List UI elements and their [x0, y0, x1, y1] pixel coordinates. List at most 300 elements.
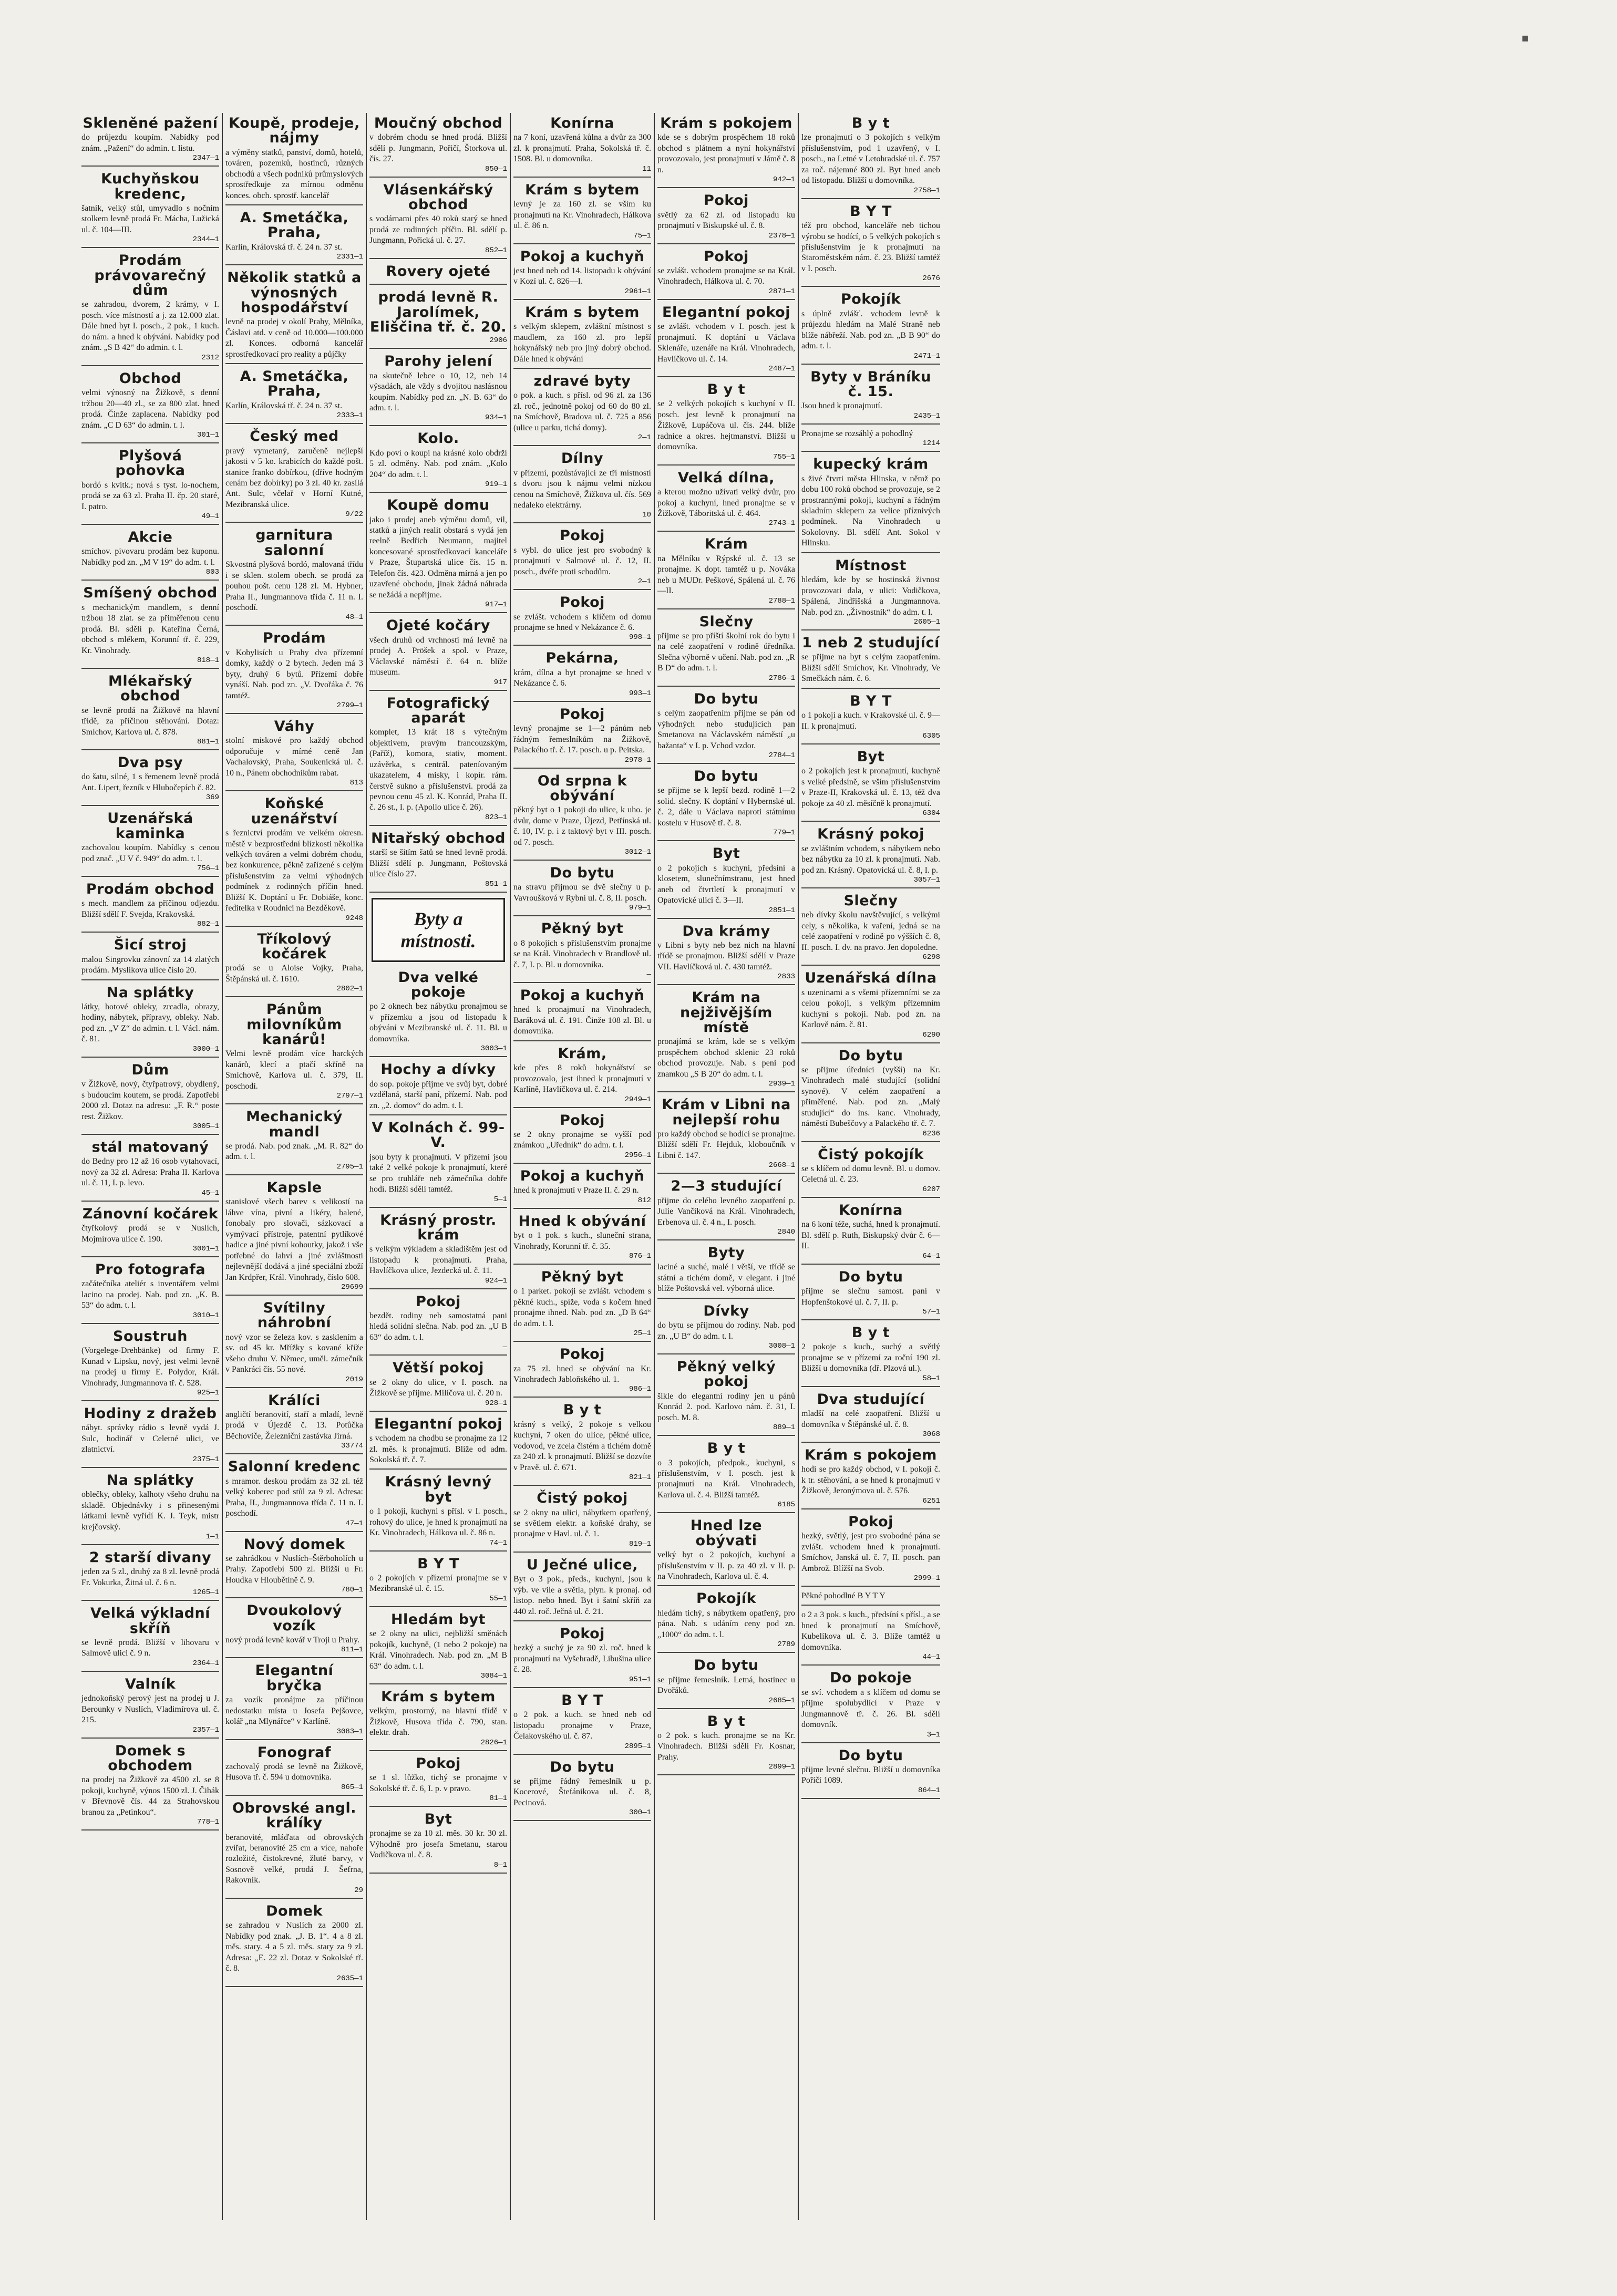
ad-body: se přijme na byt s celým zaopatřením. Blížší sdělí Smíchov, Kr. Vinohrady, Ve Smečkách nám. č. 6. [801, 653, 940, 684]
ad-code: 852—1 [485, 246, 507, 255]
ad-code: 3068 [922, 1430, 940, 1439]
ad-title: Kuchyňskou kredenc, [101, 171, 200, 202]
classified-ad [225, 793, 363, 926]
ad-body: malou Singrovku zánovní za 14 zlatých prodám. Myslíkova ulice číslo 20. [81, 955, 219, 975]
classified-ad [801, 1322, 940, 1387]
ad-code: 2019 [345, 1375, 363, 1384]
ad-code: 942—1 [773, 175, 795, 184]
ad-body: levný pronajme se 1—2 pánům neb řádným řemeslníkům na Žižkově, Palackého tř. č. 17. posch. u p. Peitska. [513, 724, 651, 755]
ad-code: 3012—1 [624, 848, 651, 857]
ad-title: Pokoj [560, 594, 605, 611]
ad-code: 6290 [922, 1030, 940, 1039]
ad-code: 882—1 [197, 920, 219, 929]
ad-title: Prodám obchod [86, 881, 215, 898]
ad-body: pronajme se za 10 zl. měs. 30 kr. 30 zl. Výhodně pro josefa Smetanu, starou Vodičkova ul. č. 8. [369, 1829, 507, 1860]
ad-body: se zvlášt. vchodem v I. posch. jest k pronajmutí. K doptání u Václava Sklenáře, uzenáře na Král. Vinohradech, Havlíčkovo ul. č. 14. [657, 322, 795, 364]
ad-body: na skutečně lebce o 10, 12, neb 14 výsadách, ale vždy s dvojitou naslásnou koupím. Nabídky pod zn. „N. B. 63“ do adm. t. l. [369, 371, 507, 412]
ad-title: Do bytu [694, 768, 759, 785]
ad-title: Soustruh [113, 1328, 188, 1344]
ad-code: 55—1 [489, 1594, 507, 1603]
ad-body: krásný s velký, 2 pokoje s velkou kuchyní, 7 oken do ulice, pěkné ulice, vodovod, ve zcela čistém a tichém domě za 240 zl. k pronajmutí. Bližší se dozvíte v Pravě. ul. č. 671. [513, 1420, 651, 1472]
classified-ad [801, 1200, 940, 1265]
classified-ad [81, 113, 219, 167]
classified-ad [513, 704, 651, 769]
ad-body: pronajímá se krám, kde se s velkým prospěchem obchod sklenic 23 roků obchod provozuje. Nab. s peni pod znamkou „S B 20“ do adm. t. l. [657, 1037, 795, 1079]
ad-body: Jsou hned k pronajmutí. [801, 401, 882, 411]
ad-code: 25—1 [633, 1329, 651, 1338]
classified-ad [513, 1043, 651, 1108]
ad-code: 2871—1 [768, 287, 795, 296]
classified-ad [369, 828, 507, 893]
classified-ad [657, 534, 795, 609]
ad-title: Salonní kredenc [228, 1459, 361, 1475]
ad-title: Svítilny náhrobní [257, 1300, 332, 1331]
classified-ad [801, 747, 940, 822]
classified-ad [513, 1623, 651, 1688]
ad-code: 819—1 [629, 1539, 651, 1548]
ad-body: krám, dílna a byt pronajme se hned v Nekázance č. 6. [513, 668, 651, 688]
ad-body: hezký a suchý je za 90 zl. roč. hned k pronajmutí na Vyšehradě, Libušina ulice č. 28. [513, 1643, 651, 1674]
ad-code: 6185 [777, 1501, 795, 1509]
ad-code: 2331—1 [336, 253, 363, 262]
ad-title: Čistý pokojík [818, 1146, 924, 1163]
classified-ad [657, 1301, 795, 1354]
ad-code: 2605—1 [913, 618, 940, 627]
ad-title: U Ječné ulice, [527, 1556, 638, 1573]
ad-body: látky, hotové obleky, zrcadla, obrazy, hodiny, nábytek, přípravy, obleky. Nab. pod zn. „V Z“ do admin. t. l. Václ. nám. č. 81. [81, 1002, 219, 1044]
ad-title: A. Smetáčka, Praha, [240, 210, 349, 241]
ad-title: Na splátky [106, 984, 194, 1001]
ad-title: B Y T [417, 1555, 459, 1572]
ad-title: Pokoj [416, 1755, 461, 1772]
ad-body: Karlín, Královská tř. č. 24 n. 37 st. [225, 401, 343, 410]
ad-title: Mechanický mandl [246, 1109, 343, 1140]
ad-body: pravý vymetaný, zaručeně nejlepší jakosti v 5 ko. krabicích do každé pošt. stanice franko dobírkou, (dříve hodným cenám bez dobírky) po 3 zl. 40 kr. zasílá Ant. Sulc, včelař v Horní Kutné, Mezibranská ulice. [225, 446, 363, 509]
ad-title: Králíci [268, 1392, 321, 1409]
classified-ad [513, 1267, 651, 1342]
ad-code: 29 [354, 1886, 363, 1895]
ad-title: Plyšová pohovka [115, 447, 186, 479]
ad-code: 780—1 [341, 1586, 363, 1595]
ad-title: B Y T [850, 692, 892, 709]
ad-body: 2 pokoje s kuch., suchý a světlý pronajme se v přízemí za roční 190 zl. Bližší u domovníka (dř. Plzová ul.). [801, 1342, 940, 1373]
ad-body: do bytu se přijmou do rodiny. Nab. pod zn. „U B“ do adm. t. l. [657, 1321, 795, 1341]
ad-code: 2789 [777, 1640, 795, 1649]
ad-title: Krásný pokoj [817, 826, 924, 843]
ad-body: Velmi levně prodám více harckých kanárů, klecí a ptačí skříně na Smíchově, Karlova ul. č. 379, II. poschodí. [225, 1049, 363, 1091]
classified-ad [369, 287, 507, 349]
ad-body: jednokoňský perový jest na prodej u J. Berounky v Nuslích, Vladimírova ul. č. 215. [81, 1694, 219, 1725]
ad-title: Šicí stroj [114, 937, 187, 954]
ad-code: 812 [637, 1196, 651, 1205]
ad-body: do průjezdu koupím. Nabídky pod znám. „Pažení“ do admin. t. listu. [81, 133, 219, 153]
ad-code: 2795—1 [336, 1162, 363, 1171]
ad-body: nábyt. správky rádio s levně vydá J. Sulc, hodinář v Celetné ulici, ve zlatnictví. [81, 1423, 219, 1454]
classified-ad [657, 612, 795, 687]
ad-body: šikle do elegantní rodiny jen u pánů Konrád 2. pod. Karlovo nám. č. 31, I. posch. M. 8. [657, 1391, 795, 1422]
classified-ad [657, 1515, 795, 1586]
ad-body: se levně prodá. Bližší v lihovaru v Salmově ulici č. 9 n. [81, 1638, 219, 1658]
ad-body: o pok. a kuch. s přísl. od 96 zl. za 136 zl. roč., jednotně pokoj od 60 do 80 zl. na Smíchově, Bradova ul. č. 725 a 856 (ulice u parku, tichá domy). [513, 391, 651, 432]
classified-ad [801, 1389, 940, 1443]
ad-title: B y t [707, 381, 746, 398]
classified-ad [657, 379, 795, 466]
ad-title: Pokojík [696, 1590, 757, 1607]
classified-ad [801, 427, 940, 452]
ad-title: Parohy jelení [384, 353, 492, 370]
ad-code: 6298 [922, 953, 940, 962]
ad-body: jeden za 5 zl., druhý za 8 zl. levně prodá Fr. Vokurka, Žitná ul. č. 6 n. [81, 1567, 219, 1587]
classified-ad [801, 1745, 940, 1799]
classified-ad [801, 1608, 940, 1666]
ad-body: za 75 zl. hned se obývání na Kr. Vinohradech Jabloňského ul. 1. [513, 1364, 651, 1384]
classified-ad [657, 1438, 795, 1513]
ad-code: 2851—1 [768, 906, 795, 915]
ad-title: Hledám byt [390, 1611, 486, 1628]
ad-body: mladší na celé zaopatření. Bližší u domovníka v Štěpánské ul. č. 8. [801, 1409, 940, 1429]
ad-title: Od srpna k obývání [537, 772, 627, 804]
ad-code: 2899—1 [768, 1763, 795, 1772]
ad-code: 951—1 [629, 1675, 651, 1684]
ad-title: Fotografický aparát [386, 695, 490, 726]
classified-ad [513, 1110, 651, 1164]
classified-ad [513, 863, 651, 916]
ad-code: 1265—1 [192, 1588, 219, 1597]
ad-body: velký byt o 2 pokojích, kuchyní a příslušenstvím v II. p. za 40 zl. v II. p. na Vinohradech, Karlova ul. č. 4. [657, 1550, 795, 1581]
ad-body: v Kobylisích u Prahy dva přízemní domky, každý o 2 bytech. Jeden má 3 byty, druhý 6 bytů. Přízemí dobře vynáší. Nab. pod zn. „V. Dvořáka č. 76 tamtéž. [225, 648, 363, 700]
classified-ad [513, 1488, 651, 1553]
classified-ad [801, 968, 940, 1043]
ad-body: za vozík pronájme za příčinou nedostatku místa u Josefa Pejšovce, kolář „na Mlynářce“ v Karlíně. [225, 1695, 363, 1726]
ad-body: s řeznictví prodám ve velkém okresn. městě v bezprostřední blízkosti několika velkých továren a velmi dobrém chodu, bez konkurence, pěkně zařízené s celým příslušenstvím za velmi výhodných podmínek z rodinných příčin hned. Bližší K. Doptání u Fr. Dobiáše, konc. ředitelka v Roudnici na Bezděkově. [225, 829, 363, 913]
classified-ad [513, 371, 651, 446]
ad-code: 6251 [922, 1496, 940, 1505]
ad-title: B y t [707, 1713, 746, 1730]
classified-ad [225, 426, 363, 523]
section-heading-box [372, 898, 505, 962]
ad-title: Krám v Libni na nejlepší rohu [662, 1097, 791, 1128]
ad-column-3 [367, 113, 511, 2220]
ad-body: beranovité, mláďata od obrovských zvířat, beranovité 25 cm a více, nahoře rozložité, čistokrevné, žluté barvy, v Sosnově velké, prodá J. Šefrna, Rakovník. [225, 1833, 363, 1885]
ad-body: komplet, 13 krát 18 s výtečným objektivem, pravým francouzským, (Paříž), komora, stativ, moment. uzávěrka, s centrál. pateníovaným ukazatelem, 4 misky, i kopír. rám. čerstvě sukno a příslušenství. prodá za pevnou cenu 45 zl. K. Konrád, Praha II. č. 26 st., I. p. (Apollo ulice č. 26). [369, 728, 507, 812]
ad-title: Domek s obchodem [108, 1742, 193, 1774]
ad-body: s vybl. do ulice jest pro svobodný k pronajmutí v Salmové ul. č. 12, II. posch., dvéře proti schodům. [513, 545, 651, 576]
classified-ad [225, 1742, 363, 1796]
classified-ad [513, 246, 651, 300]
classified-ad [81, 671, 219, 750]
classified-ad [801, 1144, 940, 1198]
ad-code: 925—1 [197, 1389, 219, 1398]
ad-code: 8—1 [493, 1860, 507, 1869]
classified-ad [513, 113, 651, 178]
ad-title: prodá levně R. Jarolímek, Eliščina tř. č. 20. [369, 289, 507, 335]
ad-title: Pokoj [560, 528, 605, 544]
classified-ad [369, 1809, 507, 1874]
classified-ad [225, 1798, 363, 1899]
ad-code: 3000—1 [192, 1044, 219, 1053]
classified-ad [657, 921, 795, 986]
ad-title: V Kolnách č. 99-V. [372, 1120, 505, 1151]
ad-title: kupecký krám [813, 456, 929, 473]
classified-ad [513, 448, 651, 523]
ad-title: Smíšený obchod [83, 585, 218, 602]
ad-body: angličtí beranovití, staří a mladí, levně prodá v Újezdě č. 13. Potůčka Běchoviče, Železniční zastávka Jirná. [225, 1410, 363, 1441]
section-heading: Byty a místnosti. [400, 908, 476, 952]
ad-title: Čistý pokoj [537, 1490, 628, 1507]
ad-code: 919—1 [485, 480, 507, 489]
ad-body: se zvláštním vchodem, s nábytkem nebo bez nábytku za 10 zl. k pronajmutí. Nab. pod zn. Krásný. Opatovická ul. č. 8, I. p. [801, 844, 940, 875]
ad-body: do sop. pokoje přijme ve svůj byt, dobré vzdělaná, starší paní, přízemí. Nab. pod zn. „2. domov“ do adm. t. l. [369, 1079, 507, 1110]
classified-ad [369, 1059, 507, 1115]
ad-title: Krám [704, 536, 748, 553]
ad-title: Krám s bytem [525, 181, 640, 198]
ad-body: o 2 pokojích v přízemí pronajme se v Mezibranské ul. č. 15. [369, 1573, 507, 1594]
ad-body: a výměny statků, panství, domů, hotelů, továren, pozemků, hostinců, různých obchodů a všech podniků průmyslových sprostředkuje za mírnou odměnu konces. obch. sprostř. kancelář [225, 148, 363, 200]
ad-body: hned k pronajmutí na Vinohradech, Baráková ul. č. 191. Činže 108 zl. Bl. u domovníka. [513, 1005, 651, 1036]
classified-ad [369, 1687, 507, 1751]
classified-ad [81, 1326, 219, 1401]
ad-title: Do bytu [838, 1747, 903, 1764]
classified-ad [225, 1534, 363, 1599]
ad-title: Rovery ojeté [386, 263, 491, 280]
ad-code: 2999—1 [913, 1574, 940, 1583]
ad-body: zachovalou koupím. Nabídky s cenou pod znač. „U V č. 949“ do adm. t. l. [81, 843, 219, 863]
classified-ad [657, 1243, 795, 1299]
ad-body: Skvostná plyšová bordó, malovaná třídu i se sklen. stolem obech. se prodá za pouhou pošt. cenu 128 zl. M. Hybner, Praha II., Jungmannova třída č. 11 n. I. poschodí. [225, 560, 363, 612]
ad-title: Pěkný velký pokoj [676, 1359, 776, 1390]
ad-body: pěkný byt o 1 pokoji do ulice, k uho. je dvůr, dome v Praze, Újezd, Petřínská ul. č. 10, IV. p. i z taktový byt v III. posch. od 7. posch. [513, 805, 651, 847]
ad-body: v Libni s byty neb bez nich na hlavní třídě se pronajmou. Bližší sdělí v Praze VII. Havlíčková ul. č. 430 tamtéž. [657, 940, 795, 971]
ad-code: 2906 [489, 336, 507, 345]
ad-body: hezký, světlý, jest pro svobodné pána se zvlášt. vchodem hned k pronajmutí. Smíchov, Janská ul. č. 7, II. posch. pan Ambrož. Blížší na Svob. [801, 1532, 940, 1573]
classified-ad [657, 1588, 795, 1653]
ad-title: Byty [707, 1245, 745, 1261]
ad-body: přijme se pro příští školní rok do bytu i na celé zaopatření v rodině úředníka. Slečna výborně v učení. Nab. pod zn. „R B D“ do adm. t. l. [657, 632, 795, 673]
ad-code: 821—1 [629, 1473, 651, 1482]
classified-ad [513, 1555, 651, 1621]
ad-code: 3010—1 [192, 1311, 219, 1320]
ad-body: se 1 sl. lůžko, tichý se pronajme v Sokolské tř. č. 6, I. p. v pravo. [369, 1773, 507, 1793]
ad-title: Hochy a dívky [380, 1061, 496, 1078]
classified-ad [801, 201, 940, 287]
ad-title: Hodiny z dražeb [84, 1405, 217, 1422]
classified-ad [801, 367, 940, 425]
ad-body: hned k pronajmutí v Praze II. č. 29 n. [513, 1186, 639, 1195]
ad-body: na Mělníku v Rýpské ul. č. 13 se pronajme. K dopt. tamtéž u p. Nováka neb u MUDr. Peškové, Spálená ul. č. 76—II. [657, 554, 795, 596]
ad-title: Dům [131, 1061, 169, 1078]
ad-column-1 [79, 113, 223, 2220]
classified-ad [513, 918, 651, 983]
ad-code: 2—1 [637, 577, 651, 586]
ad-body: na 6 koní téže, suchá, hned k pronajmutí. Bl. sdělí p. Ruth, Biskupský dvůr č. 6—II. [801, 1220, 940, 1251]
ad-code: 864—1 [918, 1786, 940, 1795]
ad-body: jsou byty k pronajmutí. V přízemí jsou také 2 velké pokoje k pronajmutí, které se pro truhláře neb zámečníka dobře hodí. Bližší sdělí tamtéž. [369, 1152, 507, 1194]
ad-code: 5—1 [493, 1195, 507, 1204]
ad-title: Fonograf [257, 1744, 332, 1761]
ad-title: Kolo. [417, 430, 459, 447]
ad-title: Několik statků a výnosných hospodářství [227, 270, 362, 316]
ad-title: Valník [125, 1676, 176, 1692]
ad-code: 48—1 [345, 613, 363, 622]
classified-ad [225, 113, 363, 205]
classified-ad [801, 454, 940, 553]
classified-ad [369, 261, 507, 285]
ad-body: se 2 velkých pokojích s kuchyní v II. posch. jest levně k pronajmutí na Žižkově, Lupáčova ul. čís. 244. blíže radnice a okres. hejtmanství. Bližší u domovníka. [657, 399, 795, 452]
ad-body: neb dívky školu navštěvující, s velkými cely, s několika, k vaření, jedná se na celé zaopatření v rodině po výšších č. 8, II. posch. I. dv. na pravo. Jen dopoledne. [801, 911, 940, 952]
ad-code: 3003—1 [480, 1044, 507, 1053]
ad-body: všech druhů od vrchnosti má levně na prodej A. Pröšek a spol. v Praze, Václavské náměstí č. 64 n. blíže museum. [369, 635, 507, 677]
ad-title: Elegantní pokoj [662, 304, 790, 320]
classified-ad [513, 1344, 651, 1398]
ad-body: hledám tichý, s nábytkem opatřený, pro pána. Nab. s udáním ceny pod zn. „1000“ do adm. t. l. [657, 1608, 795, 1639]
ad-code: 917—1 [485, 601, 507, 609]
ad-body: se 2 okny na ulici, nejbližší směnách pokojík, kuchyně, (1 nebo 2 pokoje) na Král. Vinohradech. Nab. pod zn. „M B 63“ do adm. t. l. [369, 1629, 507, 1671]
ad-title: garnitura salonní [255, 527, 333, 559]
ad-body: s velkým sklepem, zvláštní místnost s maudlem, za 160 zl. pro lepší hokynářský neb pro jiný dobrý obchod. Dále hned k obývání [513, 322, 651, 364]
classified-ad [801, 113, 940, 199]
ad-code: 813 [349, 779, 363, 788]
ad-title: Koupě, prodeje, nájmy [229, 115, 360, 147]
ad-title: B y t [707, 1440, 746, 1457]
ad-title: Krásný levný byt [385, 1474, 492, 1505]
ad-code: 3057—1 [913, 876, 940, 885]
ad-code: 755—1 [773, 452, 795, 461]
ad-title: Byt [857, 749, 885, 766]
ad-title: B y t [851, 1324, 890, 1341]
ad-code: 2978—1 [624, 756, 651, 764]
ad-code: 924—1 [485, 1276, 507, 1285]
ad-title: Pekárna, [545, 650, 619, 667]
classified-ad [225, 1600, 363, 1658]
ad-code: 2758—1 [913, 186, 940, 195]
ad-title: Dva velké pokoje [398, 969, 479, 1001]
classified-ad [81, 368, 219, 443]
classified-ad [369, 1609, 507, 1684]
ad-title: B Y T [561, 1692, 603, 1709]
ad-title: Dvoukolový vozík [246, 1602, 342, 1634]
classified-ad [369, 1291, 507, 1356]
classified-ad [81, 527, 219, 581]
ad-code: 917 [493, 678, 507, 687]
classified-ad [225, 208, 363, 265]
classified-ad [369, 1414, 507, 1470]
classified-ad [81, 583, 219, 669]
ad-title: B Y T [850, 203, 892, 220]
ad-code: 9/22 [345, 510, 363, 519]
ad-code: 2956—1 [624, 1151, 651, 1160]
ad-body: o 2 pokojích jest k pronajmutí, kuchyně s velké předsíně, se vším příslušenstvím v Praze-II, Krakovská ul. č. 13, též dva pokoje za 40 zl. měsíčně k pronajmutí. [801, 767, 940, 808]
ad-title: Krám s pokojem [805, 1447, 937, 1463]
classified-ad [81, 1741, 219, 1831]
classified-ad [513, 302, 651, 369]
classified-ad [513, 180, 651, 244]
classified-ad [369, 1118, 507, 1208]
classified-ad [513, 592, 651, 646]
classified-ad [81, 250, 219, 366]
ad-title: Pokoj [560, 706, 605, 722]
ad-title: Domek [266, 1902, 323, 1919]
ad-title: B y t [563, 1402, 602, 1419]
ad-title: Pěkný byt [541, 921, 624, 937]
ad-title: Do bytu [838, 1268, 903, 1285]
ad-body: Pěkné pohodlné B Y T Y [801, 1591, 885, 1600]
ad-code: — [502, 1343, 507, 1352]
classified-ad [225, 999, 363, 1104]
ad-body: Karlín, Královská tř. č. 24 n. 37 st. [225, 242, 343, 252]
ad-body: se sví. vchodem a s klíčem od domu se přijme spolubydlící v Praze v Jungmannově tř. č. 26. Bl. sdělí domovník. [801, 1688, 940, 1730]
ad-code: 2799—1 [336, 701, 363, 710]
ad-column-5 [655, 113, 799, 2220]
classified-ad [81, 1470, 219, 1545]
ad-title: Místnost [835, 557, 907, 574]
ad-code: 2—1 [637, 433, 651, 442]
ad-code: 881—1 [197, 738, 219, 747]
ad-body: čtyřkolový prodá se v Nuslích, Mojmírova ulice č. 190. [81, 1224, 219, 1244]
ad-body: se 2 okny do ulice, v I. posch. na Žižkově se přijme. Milíčova ul. č. 20 n. [369, 1378, 507, 1398]
ad-body: se zvlášt. vchodem s klíčem od domu pronajme se hned v Nekázance č. 6. [513, 612, 651, 632]
ad-code: 2312 [201, 353, 219, 362]
ad-body: po 2 oknech bez nábytku pronajmou se v přízemku a jsou od listopadu k obývání v Mezibranské ul. č. 11. Bl. u domovníka. [369, 1002, 507, 1043]
ad-code: 851—1 [485, 880, 507, 888]
ad-code: 779—1 [773, 829, 795, 837]
classified-ad [657, 766, 795, 841]
classified-ad [801, 1589, 940, 1606]
ad-title: Uzenářská dílna [805, 970, 937, 987]
ad-title: Krám s pokojem [660, 115, 792, 131]
ad-body: se přijme řemeslník. Letná, hostinec u Dvořáků. [657, 1675, 795, 1695]
ad-code: 58—1 [922, 1374, 940, 1383]
ad-code: 2833 [777, 973, 795, 981]
ad-body: se s klíčem od domu levně. Bl. u domov. Celetná ul. č. 23. [801, 1164, 940, 1184]
ad-body: nový vzor se železa kov. s zasklením a sv. od 45 kr. Mřížky s kované kříže všeho druhu V. Němec, uměl. zámečník v Pankráci čís. 55 nové. [225, 1332, 363, 1374]
classified-ad [225, 1106, 363, 1175]
ad-body: do Bedny pro 12 až 16 osob vytahovací, nový za 32 zl. Adresa: Praha II. Karlova ul. č. 11, I. p. levo. [81, 1157, 219, 1188]
classified-ad [225, 628, 363, 714]
classified-ad [81, 1137, 219, 1202]
ad-code: 2797—1 [336, 1092, 363, 1101]
ad-body: začátečníka ateliér s inventářem velmi lacino na prodej. Nab. pod zn. „K. B. 53“ do adm. t. l. [81, 1279, 219, 1310]
ad-code: 986—1 [629, 1385, 651, 1394]
ad-code: 2676 [922, 274, 940, 283]
ad-title: B y t [851, 115, 890, 131]
ad-body: na prodej na Žižkově za 4500 zl. se 8 pokoji, kuchyně, výnos 1500 zl. J. Čihák v Břevnově čís. 44 za Strahovskou branou za „Petinkou“. [81, 1775, 219, 1817]
classified-ad [657, 689, 795, 764]
ad-body: jest hned neb od 14. listopadu k obývání v Kozí ul. č. 826—I. [513, 266, 651, 286]
ad-code: 2347—1 [192, 154, 219, 163]
ad-code: 33774 [341, 1442, 363, 1451]
ad-body: světlý za 62 zl. od listopadu ku pronajmutí v Biskupské ul. č. 8. [657, 210, 795, 231]
ad-title: Slečny [843, 893, 898, 909]
ad-body: stolní miskové pro každý obchod odporučuje v mírné ceně Jan Vachalovský, Praha, Soukenická ul. č. 10 n., Pánem obchodníkům rabat. [225, 736, 363, 778]
ad-body: stanislové všech barev s velikostí na láhve vína, pivní a likéry, balené, fonobaly pro slovači, sázkovací a vymývací přístroje, patentní pytlíkové hadice a jiné pivní kohoutky, jakož i vše potřebné do lahví a jiné zvláštnosti nejlevnější dodává a jiné speciální zboží Jan Krdpřer, Král. Vinohrady, číslo 608. [225, 1197, 363, 1282]
classified-ad [225, 716, 363, 791]
ad-body: přijme levné slečnu. Bližší u domovníka Poříčí 1089. [801, 1765, 940, 1785]
ad-body: prodá se u Aloise Vojky, Praha, Štěpánská ul. č. 1610. [225, 964, 363, 984]
ad-body: s velkým výkladem a skladištěm jest od listopadu k pronajmutí. Praha, Havlíčkova ulice, Jezdecká ul. č. 11. [369, 1245, 507, 1276]
classified-ad [801, 891, 940, 966]
classified-ad [81, 446, 219, 525]
ad-title: Pokoj [560, 1626, 605, 1642]
classified-ad [657, 302, 795, 377]
ad-title: Pokoj a kuchyň [520, 248, 645, 265]
ad-code: 2471—1 [913, 351, 940, 360]
classified-ad [81, 1674, 219, 1739]
ad-code: 57—1 [922, 1307, 940, 1316]
ad-code: 2743—1 [768, 519, 795, 528]
ad-code: 928—1 [485, 1399, 507, 1408]
ad-title: Mlékařský obchod [108, 673, 193, 705]
classified-ad [225, 1298, 363, 1388]
